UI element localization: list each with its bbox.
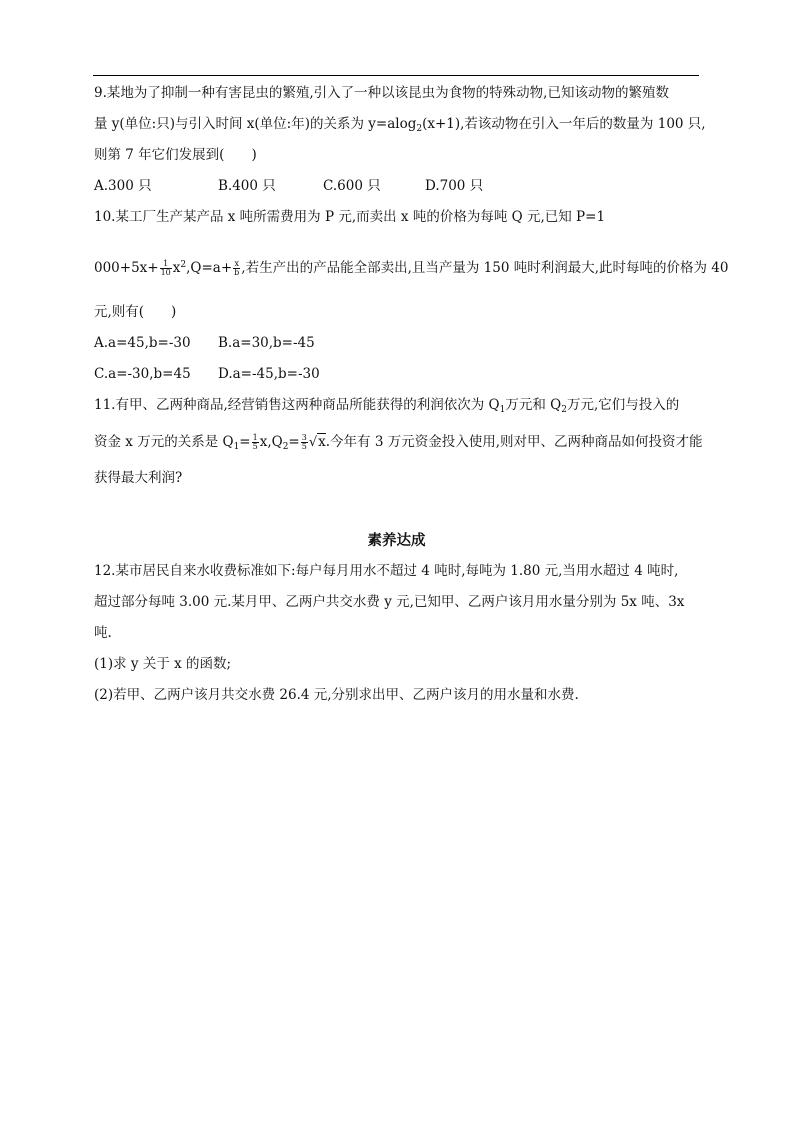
- q11-line-2-text-a: 资金 x 万元的关系是 Q: [94, 434, 234, 450]
- q10-line-2-text-b: x: [172, 260, 181, 276]
- q9-option-d: D.700 只: [425, 178, 484, 194]
- q9-option-b: B.400 只: [218, 178, 276, 194]
- q11-sqrt-icon: √: [308, 435, 318, 450]
- q11-equals-1: =: [239, 434, 251, 450]
- q11-line-1-text-a: 11.有甲、乙两种商品,经营销售这两种商品所能获得的利润依次为 Q: [94, 397, 500, 413]
- q12-line-3: 吨.: [94, 625, 112, 641]
- q10-line-2-text-d: ,若生产出的产品能全部卖出,且当产量为 150 吨时利润最大,此时每吨的价格为 40: [241, 260, 729, 276]
- q9-line-2-text-a: 量 y(单位:只)与引入时间 x(单位:年)的关系为 y=alog: [94, 116, 417, 132]
- q11-fraction-2-numerator: 3: [301, 433, 307, 442]
- q10-option-a: A.a=45,b=-30: [94, 335, 191, 351]
- q11-line-2-text-c: .今年有 3 万元资金投入使用,则对甲、乙两种商品如何投资才能: [325, 434, 703, 450]
- q11-fraction-1-numerator: 1: [252, 433, 258, 442]
- q11-line-2-text-b: x,Q: [259, 434, 283, 450]
- q10-option-c: C.a=-30,b=45: [94, 366, 191, 382]
- q9-option-a: A.300 只: [94, 178, 152, 194]
- q10-exponent: 2: [180, 260, 187, 270]
- q10-fraction-1-numerator: 1: [160, 260, 172, 269]
- q12-part-2: (2)若甲、乙两户该月共交水费 26.4 元,分别求出甲、乙两户该月的用水量和水费.: [94, 687, 579, 703]
- q10-fraction-1: [160, 260, 172, 277]
- q10-line-3: 元,则有( ): [94, 304, 177, 320]
- q9-line-1: 9.某地为了抑制一种有害昆虫的繁殖,引入了一种以该昆虫为食物的特殊动物,已知该动物的繁殖数: [94, 85, 669, 101]
- q11-line-2-subscript-2: 2: [282, 442, 289, 452]
- q10-fraction-2-numerator: x: [234, 259, 239, 268]
- q9-log-base: 2: [416, 124, 423, 134]
- q10-line-1: 10.某工厂生产某产品 x 吨所需费用为 P 元,而卖出 x 吨的价格为每吨 Q 元,已知 P=1: [94, 209, 606, 225]
- q11-line-2: [94, 433, 703, 456]
- q10-fraction-1-denominator: 10: [160, 268, 171, 277]
- q11-line-1-text-b: 万元和 Q: [505, 397, 562, 413]
- q12-line-1: 12.某市居民自来水收费标准如下:每户每月用水不超过 4 吨时,每吨为 1.80 元,当用水超过 4 吨时,: [94, 563, 679, 579]
- q10-option-b: B.a=30,b=-45: [218, 335, 315, 351]
- q11-fraction-2: [301, 434, 308, 451]
- q11-fraction-1-denominator: 5: [252, 442, 258, 451]
- q9-option-c: C.600 只: [323, 178, 381, 194]
- q9-line-2-text-b: (x+1),若该动物在引入一年后的数量为 100 只,: [422, 116, 706, 132]
- q10-option-d: D.a=-45,b=-30: [218, 366, 320, 382]
- q10-line-2: [94, 256, 729, 277]
- q9-line-3: 则第 7 年它们发展到( ): [94, 147, 257, 163]
- q11-equals-2: =: [288, 434, 300, 450]
- q10-line-2-text-c: ,Q=a+: [186, 260, 233, 276]
- q11-subscript-2: 2: [561, 405, 567, 415]
- q11-line-1: [94, 396, 679, 419]
- header-rule: [93, 75, 699, 76]
- q11-fraction-1: [252, 434, 259, 451]
- q11-line-3: 获得最大利润?: [94, 470, 183, 486]
- q10-fraction-2: [233, 260, 240, 277]
- q10-fraction-2-denominator: b: [234, 268, 240, 277]
- section-heading: 素养达成: [367, 532, 426, 549]
- q12-part-1: (1)求 y 关于 x 的函数;: [94, 656, 232, 672]
- q11-fraction-2-denominator: 5: [301, 442, 307, 451]
- q11-sqrt-body: x: [318, 434, 326, 450]
- q10-line-2-text-a: 000+5x+: [94, 260, 159, 276]
- q12-line-2: 超过部分每吨 3.00 元.某月甲、乙两户共交水费 y 元,已知甲、乙两户该月用水量分别为 5x 吨、3x: [94, 594, 685, 610]
- q11-line-1-text-c: 万元,它们与投入的: [566, 397, 680, 413]
- q11-subscript-1: 1: [499, 405, 506, 415]
- q9-line-2: [94, 115, 706, 138]
- q11-line-2-subscript-1: 1: [233, 442, 240, 452]
